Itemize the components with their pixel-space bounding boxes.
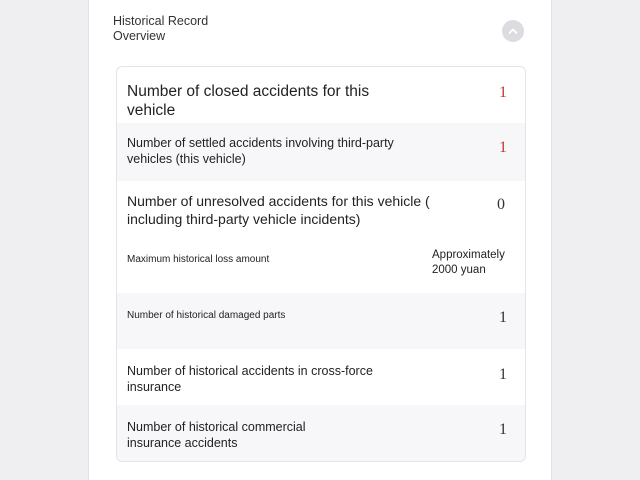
collapse-button[interactable] [502, 20, 524, 42]
record-value: 1 [499, 84, 507, 101]
record-label: Number of historical commercial insurance accidents [127, 420, 306, 450]
record-row-unresolved-accidents [117, 181, 525, 241]
chevron-up-icon [507, 25, 519, 37]
record-value: 1 [499, 366, 507, 383]
historical-record-panel [88, 0, 552, 480]
record-value: Approximately 2000 yuan [432, 249, 505, 276]
record-card [116, 66, 526, 462]
record-row-damaged-parts [117, 293, 525, 349]
record-row-commercial-insurance [117, 405, 525, 462]
record-row-max-loss-amount [117, 241, 525, 293]
section-title-line2: Overview [113, 29, 166, 43]
record-row-closed-accidents [117, 67, 525, 123]
section-title-line1: Historical Record [113, 14, 209, 28]
record-label: Number of settled accidents involving third-party vehicles (this vehicle) [127, 136, 394, 166]
record-label: Maximum historical loss amount [127, 254, 270, 265]
record-label: Number of unresolved accidents for this vehicle ( including third-party vehicle incidents) [127, 193, 430, 227]
record-label: Number of historical damaged parts [127, 310, 286, 321]
record-value: 0 [497, 196, 505, 213]
record-label: Number of historical accidents in cross-force insurance [127, 364, 373, 394]
record-label: Number of closed accidents for this vehicle [127, 83, 370, 119]
record-row-settled-third-party [117, 123, 525, 181]
record-value: 1 [499, 309, 507, 326]
section-title [113, 14, 333, 44]
record-row-cross-force-insurance [117, 349, 525, 405]
record-value: 1 [499, 421, 507, 438]
record-value: 1 [499, 139, 507, 156]
